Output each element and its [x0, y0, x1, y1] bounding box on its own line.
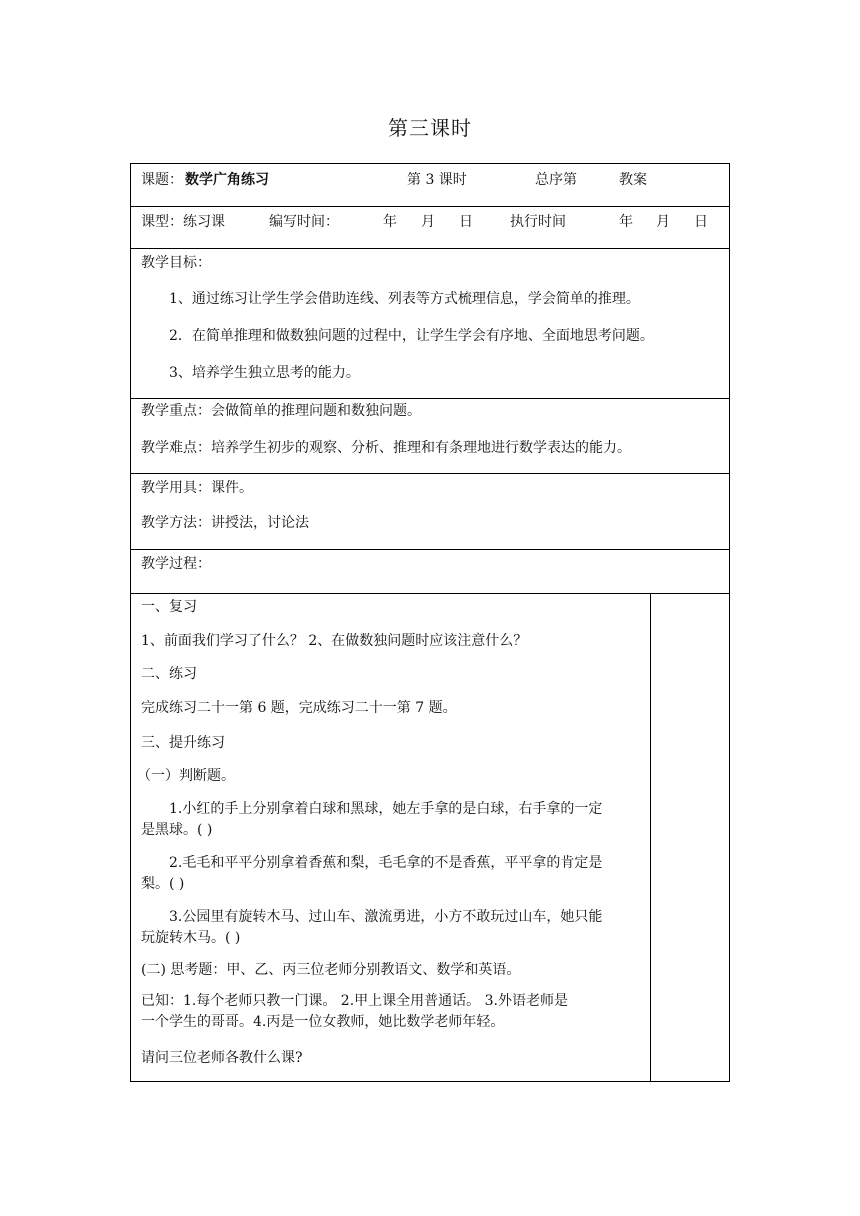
write-month: 月: [421, 214, 435, 230]
improve-title: 三、提升练习: [141, 735, 225, 751]
lesson-number: 第 3 课时: [407, 172, 467, 188]
teaching-difficulty: 教学难点：培养学生初步的观察、分析、推理和有条理地进行数学表达的能力。: [141, 440, 631, 456]
process-heading-row: [131, 550, 729, 594]
judge-title: （一）判断题。: [137, 768, 235, 784]
focus-row: [131, 399, 729, 474]
practice-title: 二、练习: [141, 666, 197, 682]
teaching-key: 教学重点：会做简单的推理问题和数独问题。: [141, 403, 421, 419]
serial-label: 总序第: [535, 172, 577, 188]
practice-text: 完成练习二十一第 6 题，完成练习二十一第 7 题。: [141, 700, 457, 716]
topic-value: 数学广角练习: [185, 172, 269, 188]
exec-time-label: 执行时间: [510, 214, 566, 230]
page-title: 第三课时: [388, 116, 472, 140]
question-2-line-1: 2.毛毛和平平分别拿着香蕉和梨，毛毛拿的不是香蕉，平平拿的肯定是: [169, 855, 603, 871]
final-question: 请问三位老师各教什么课?: [141, 1050, 303, 1066]
teaching-methods: 教学方法：讲授法，讨论法: [141, 515, 309, 531]
exec-month: 月: [656, 214, 670, 230]
review-title: 一、复习: [141, 599, 197, 615]
column-divider: [650, 594, 651, 1082]
question-3-line-2: 玩旋转木马。( ): [141, 930, 241, 946]
lesson-type: 课型：练习课: [141, 214, 225, 230]
question-2-line-2: 梨。( ): [141, 876, 185, 892]
process-heading: 教学过程：: [141, 556, 211, 572]
write-time-label: 编写时间：: [269, 214, 339, 230]
exec-day: 日: [694, 214, 708, 230]
known-line-2: 一个学生的哥哥。4.丙是一位女教师，她比数学老师年轻。: [141, 1014, 505, 1030]
topic-row: [131, 164, 729, 207]
topic-label: 课题：: [141, 172, 183, 188]
objectives-row: [131, 249, 729, 399]
question-3-line-1: 3.公园里有旋转木马、过山车、激流勇进，小方不敢玩过山车，她只能: [169, 909, 603, 925]
tools-row: [131, 474, 729, 550]
lesson-type-row: [131, 207, 729, 249]
lesson-plan-table: [130, 163, 730, 1082]
question-1-line-1: 1.小红的手上分别拿着白球和黑球，她左手拿的是白球，右手拿的一定: [169, 801, 603, 817]
objective-item: 3、培养学生独立思考的能力。: [169, 365, 360, 381]
objective-item: 2．在简单推理和做数独问题的过程中，让学生学会有序地、全面地思考问题。: [169, 328, 654, 344]
write-day: 日: [459, 214, 473, 230]
review-question: 1、前面我们学习了什么？ 2、在做数独问题时应该注意什么？: [141, 633, 528, 649]
objectives-heading: 教学目标：: [141, 255, 211, 271]
objective-item: 1、通过练习让学生学会借助连线、列表等方式梳理信息，学会简单的推理。: [169, 291, 640, 307]
teaching-aids: 教学用具：课件。: [141, 480, 253, 496]
question-1-line-2: 是黑球。( ): [141, 822, 213, 838]
known-line-1: 已知：1.每个老师只教一门课。 2.甲上课全用普通话。 3.外语老师是: [141, 993, 568, 1009]
plan-label: 教案: [619, 172, 647, 188]
process-content: [131, 594, 649, 1082]
think-title: (二) 思考题：甲、乙、丙三位老师分别教语文、数学和英语。: [141, 962, 521, 978]
write-year: 年: [383, 214, 397, 230]
exec-year: 年: [619, 214, 633, 230]
